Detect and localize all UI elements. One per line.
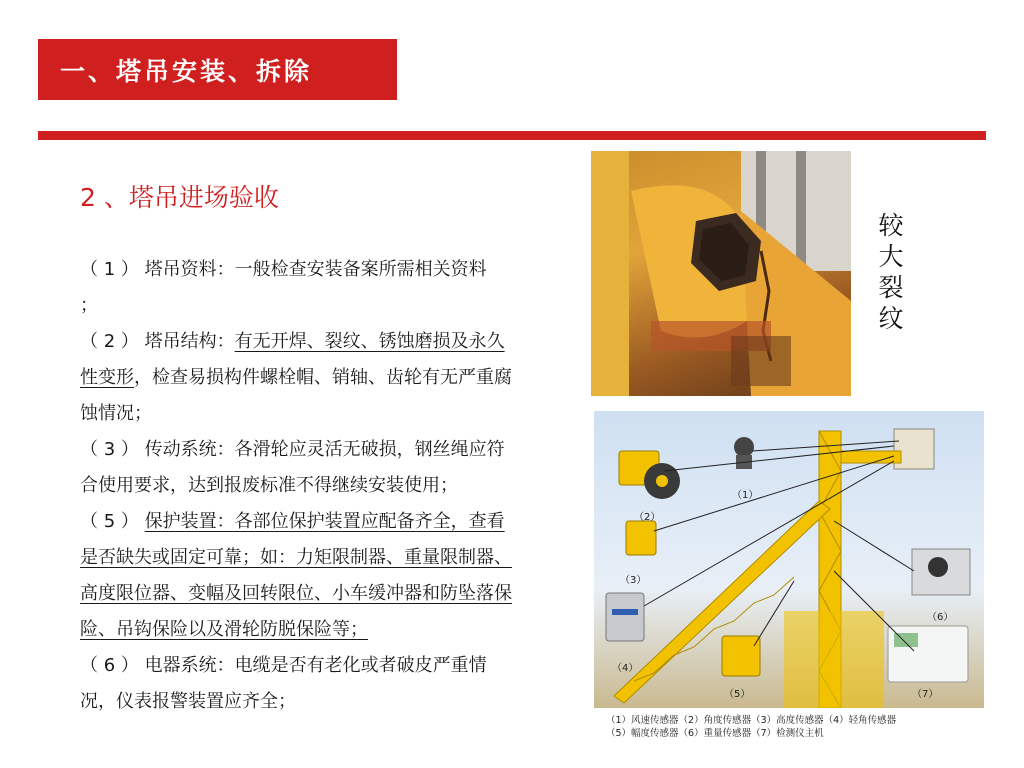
item-documents: （ 1 ） 塔吊资料：一般检查安装备案所需相关资料 ； — [80, 259, 487, 316]
item-transmission: （ 3 ） 传动系统：各滑轮应灵活无破损，钢丝绳应符合使用要求，达到报废标准不得继续安装使用； — [80, 439, 505, 496]
inspection-items — [80, 252, 522, 720]
sensor-label-2: （2） — [634, 512, 661, 523]
item-electrical: （ 6 ） 电器系统：电缆是否有老化或者破皮严重情况，仪表报警装置应齐全； — [80, 655, 487, 712]
sensor-label-6: （6） — [927, 612, 954, 623]
crack-photo — [591, 151, 851, 396]
page-title: 一、塔吊安装、拆除 — [60, 56, 313, 86]
figure-caption — [606, 714, 986, 740]
header-divider — [38, 131, 986, 140]
caption-line-2: （5）幅度传感器（6）重量传感器（7）检测仪主机 — [606, 728, 824, 739]
crack-label: 较 大 裂 纹 — [878, 211, 904, 333]
title-banner — [38, 39, 397, 100]
sensor-label-5: （5） — [724, 689, 751, 700]
caption-line-1: （1）风速传感器（2）角度传感器（3）高度传感器（4）轻角传感器 — [606, 715, 897, 726]
sensor-diagram — [594, 411, 984, 708]
item-protection: （ 5 ） 保护装置：各部位保护装置应配备齐全，查看是否缺失或固定可靠；如：力矩限制器、重量限制器、高度限位器、变幅及回转限位、小车缓冲器和防坠落保险、吊钩保险以及滑轮防脱保险等； — [80, 511, 512, 640]
section-subtitle: 2 、塔吊进场验收 — [80, 183, 279, 212]
sensor-label-4: （4） — [612, 663, 639, 674]
sensor-label-3: （3） — [620, 575, 647, 586]
sensor-label-1: （1） — [732, 490, 759, 501]
item-structure: （ 2 ） 塔吊结构：有无开焊、裂纹、锈蚀磨损及永久性变形，检查易损构件螺栓帽、销轴、齿轮有无严重腐蚀情况； — [80, 331, 512, 424]
sensor-label-7: （7） — [912, 689, 939, 700]
